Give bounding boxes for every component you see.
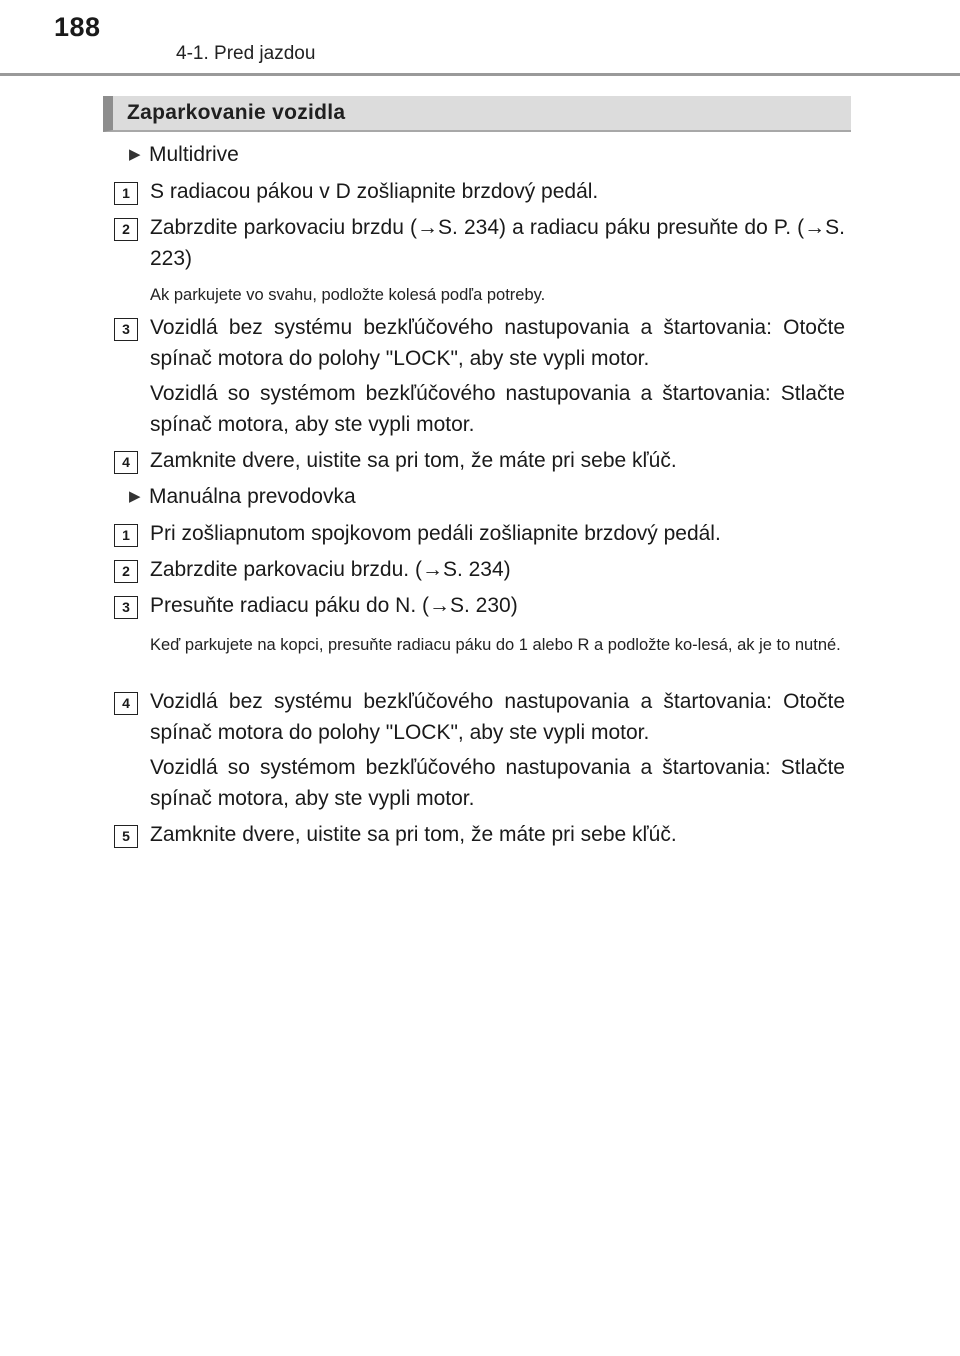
step-text: Presuňte radiacu páku do N. (→S. 230) (150, 594, 518, 617)
step-number: 1 (114, 524, 138, 547)
chapter-title: 4-1. Pred jazdou (176, 43, 316, 64)
subheading-multidrive (129, 139, 239, 170)
step-number: 3 (114, 596, 138, 619)
step-text: Zabrzdite parkovaciu brzdu (→S. 234) a radiacu páku presuňte do P. (→S. 223) (150, 216, 845, 270)
triangle-right-icon: ▶ (129, 146, 141, 163)
step-text: Zamknite dvere, uistite sa pri tom, že máte pri sebe kľúč. (150, 823, 677, 846)
step-text: S radiacou pákou v D zošliapnite brzdový pedál. (150, 180, 599, 203)
page-number: 188 (54, 12, 101, 42)
subheading-label: Multidrive (149, 143, 239, 166)
step-text: Zamknite dvere, uistite sa pri tom, že máte pri sebe kľúč. (150, 449, 677, 472)
step-text-alt: Vozidlá so systémom bezkľúčového nastupovania a štartovania: Stlačte spínač motora, aby ste vypli motor. (150, 382, 845, 436)
step-number: 1 (114, 182, 138, 205)
subheading-label: Manuálna prevodovka (149, 485, 356, 508)
step-text-alt: Vozidlá so systémom bezkľúčového nastupovania a štartovania: Stlačte spínač motora, aby ste vypli motor. (150, 756, 845, 810)
step-number: 5 (114, 825, 138, 848)
step-text: Vozidlá bez systému bezkľúčového nastupovania a štartovania: Otočte spínač motora do polohy "LOCK", aby ste vypli motor. (150, 316, 845, 370)
header-divider (0, 73, 960, 76)
step-text: Zabrzdite parkovaciu brzdu. (→S. 234) (150, 558, 511, 581)
section-title: Zaparkovanie vozidla (127, 101, 346, 124)
step-number: 2 (114, 560, 138, 583)
step-number: 4 (114, 451, 138, 474)
note-text: Keď parkujete na kopci, presuňte radiacu páku do 1 alebo R a podložte ko-lesá, ak je to nutné. (150, 636, 841, 654)
section-title-bar (103, 96, 851, 132)
step-text: Vozidlá bez systému bezkľúčového nastupovania a štartovania: Otočte spínač motora do polohy "LOCK", aby ste vypli motor. (150, 690, 845, 744)
note-text: Ak parkujete vo svahu, podložte kolesá podľa potreby. (150, 286, 546, 304)
step-text: Pri zošliapnutom spojkovom pedáli zošliapnite brzdový pedál. (150, 522, 721, 545)
step-number: 4 (114, 692, 138, 715)
step-number: 3 (114, 318, 138, 341)
step-number: 2 (114, 218, 138, 241)
subheading-manual (129, 481, 356, 512)
triangle-right-icon: ▶ (129, 488, 141, 505)
page-header (0, 0, 960, 80)
